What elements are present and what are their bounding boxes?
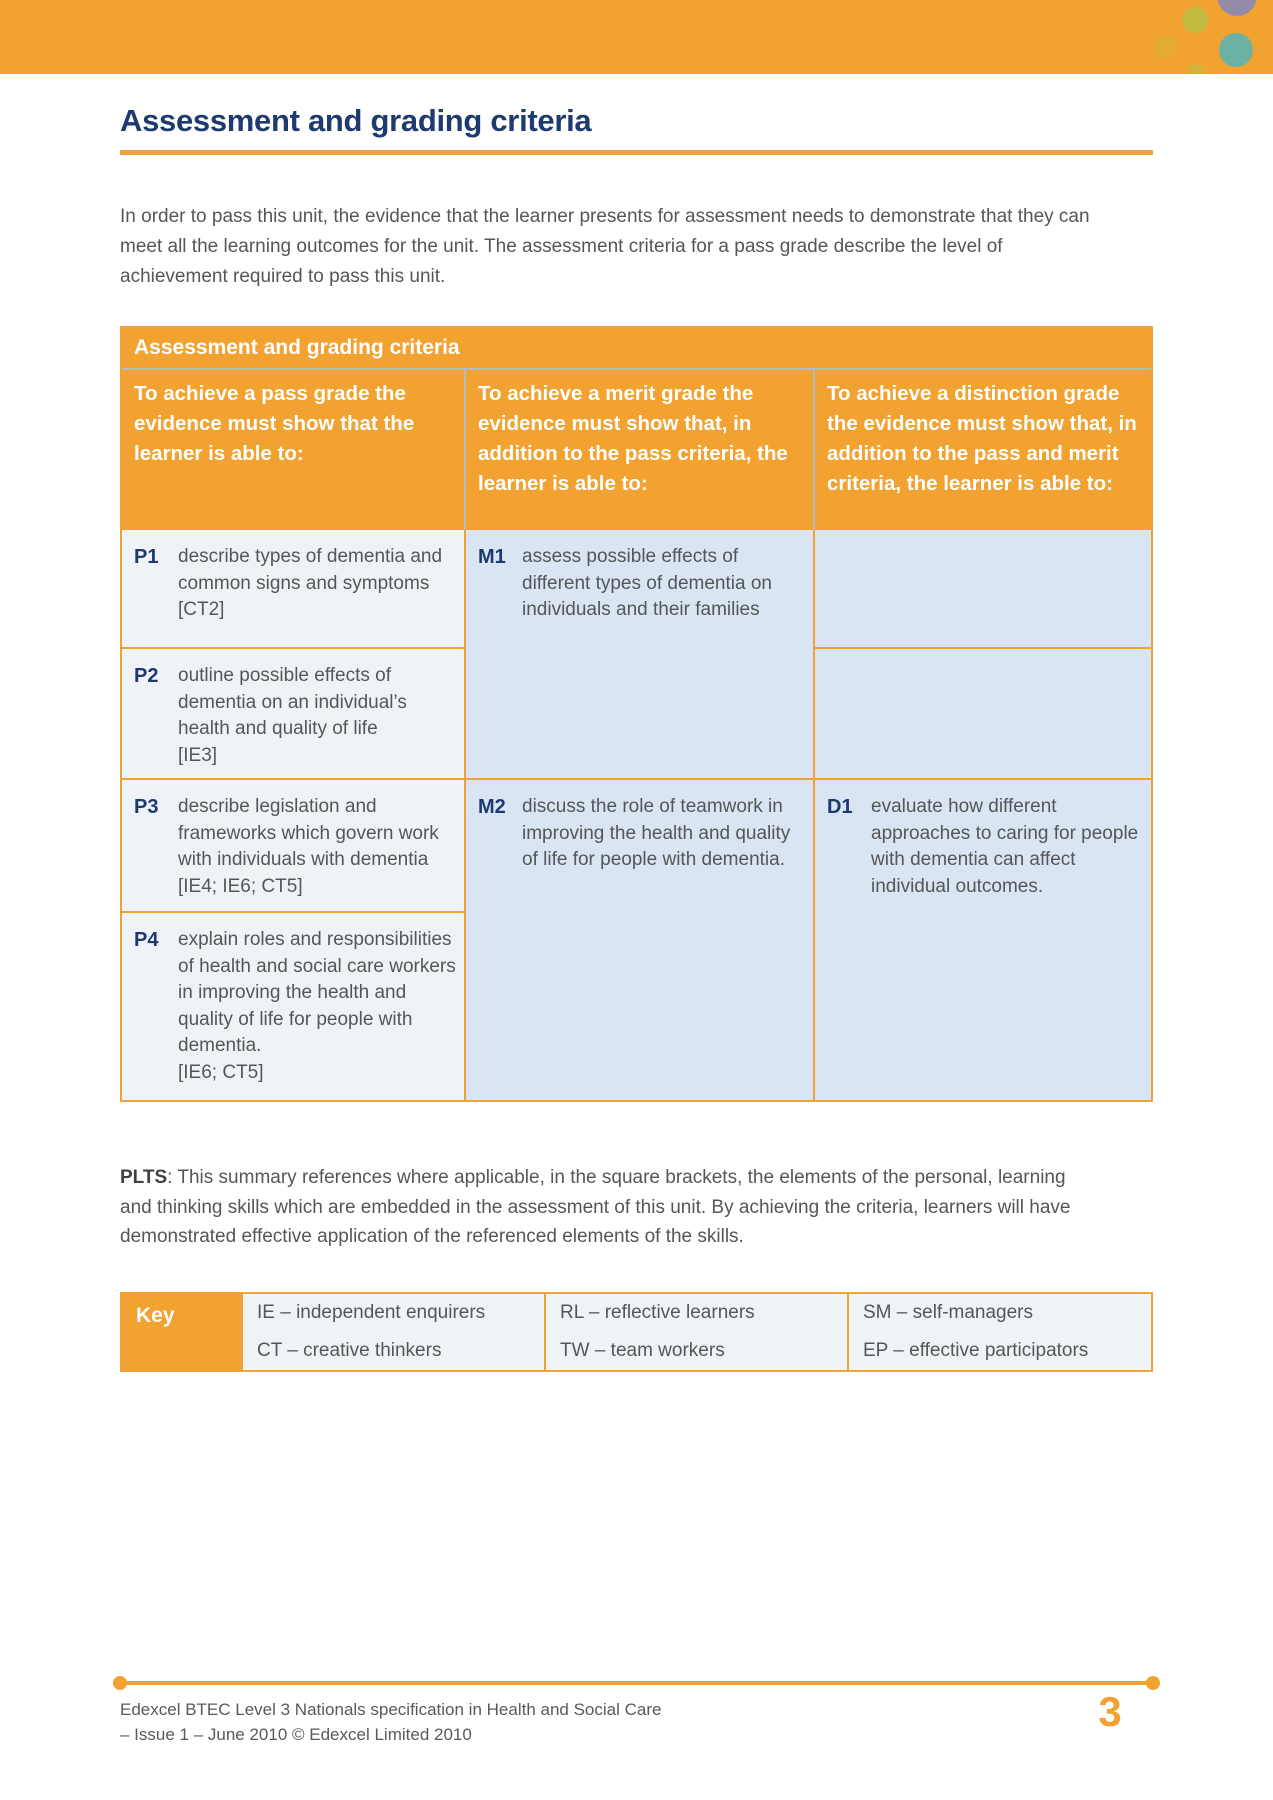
key-entry-ct: CT – creative thinkers bbox=[257, 1340, 442, 1361]
table-title: Assessment and grading criteria bbox=[122, 328, 1151, 370]
key-entry-rl: RL – reflective learners bbox=[560, 1302, 755, 1323]
pass-column-header: To achieve a pass grade the evidence must show that the learner is able to: bbox=[122, 370, 464, 530]
merit-column-header: To achieve a merit grade the evidence must show that, in addition to the pass criteria, the learner is able to: bbox=[464, 370, 813, 530]
banner-circle-small-olive bbox=[1187, 64, 1205, 74]
plts-key-table bbox=[120, 1292, 1153, 1372]
footer-text bbox=[120, 1697, 820, 1747]
key-entry-ie: IE – independent enquirers bbox=[257, 1302, 486, 1323]
grading-criteria-table bbox=[120, 326, 1153, 1102]
key-column-1 bbox=[241, 1294, 544, 1370]
footer-rule-right-dot bbox=[1146, 1676, 1160, 1690]
plts-label: PLTS bbox=[120, 1167, 168, 1188]
key-column-3 bbox=[847, 1294, 1151, 1370]
criterion-cell-p2 bbox=[122, 649, 464, 780]
criterion-cell-p3 bbox=[122, 780, 464, 913]
criterion-text: discuss the role of teamwork in improving the health and quality of life for people with dementia. bbox=[522, 796, 791, 870]
footer-rule-left-dot bbox=[113, 1676, 127, 1690]
key-label-cell: Key bbox=[122, 1294, 241, 1370]
criterion-code: M2 bbox=[478, 796, 506, 818]
criterion-text: assess possible effects of different types of dementia on individuals and their families bbox=[522, 546, 772, 620]
criterion-text: outline possible effects of dementia on an individual’s health and quality of life bbox=[178, 665, 407, 739]
criterion-code: P2 bbox=[134, 665, 159, 687]
criterion-text: evaluate how different approaches to caring for people with dementia can affect individual outcomes. bbox=[871, 796, 1139, 897]
criterion-code: P1 bbox=[134, 546, 159, 568]
criterion-cell-m1 bbox=[464, 530, 813, 780]
footer-rule bbox=[120, 1681, 1153, 1685]
distinction-empty-cell-2 bbox=[813, 649, 1151, 780]
key-column-2 bbox=[544, 1294, 847, 1370]
criterion-ref: [IE6; CT5] bbox=[178, 1061, 264, 1083]
criterion-cell-m2 bbox=[464, 780, 813, 1100]
footer-line-2: – Issue 1 – June 2010 © Edexcel Limited 2010 bbox=[120, 1725, 472, 1744]
page-title: Assessment and grading criteria bbox=[120, 103, 592, 138]
criterion-ref: [IE3] bbox=[178, 744, 218, 766]
criterion-code: M1 bbox=[478, 546, 506, 568]
criterion-text: describe types of dementia and common signs and symptoms bbox=[178, 546, 443, 594]
banner-circle-teal bbox=[1219, 33, 1253, 67]
criterion-cell-d1 bbox=[813, 780, 1151, 1100]
key-entry-tw: TW – team workers bbox=[560, 1340, 725, 1361]
plts-note bbox=[120, 1163, 1085, 1252]
banner-circle-yellow bbox=[1154, 36, 1176, 58]
top-banner bbox=[0, 0, 1273, 74]
criterion-ref: [CT2] bbox=[178, 599, 225, 620]
criterion-cell-p1 bbox=[122, 530, 464, 649]
key-entry-ep: EP – effective participators bbox=[863, 1340, 1089, 1361]
intro-paragraph: In order to pass this unit, the evidence that the learner presents for assessment needs to demonstrate that they can meet all the learning outcomes for the unit. The assessment criteria for a pass grade describe the level of achievement required to pass this unit. bbox=[120, 206, 1090, 287]
criterion-cell-p4 bbox=[122, 913, 464, 1100]
criterion-text: describe legislation and frameworks which govern work with individuals with dementia bbox=[178, 796, 439, 870]
title-underline bbox=[120, 150, 1153, 155]
key-entry-sm: SM – self-managers bbox=[863, 1302, 1034, 1323]
criterion-ref: [IE4; IE6; CT5] bbox=[178, 875, 303, 897]
banner-circle-olive bbox=[1182, 7, 1208, 33]
criterion-code: P3 bbox=[134, 796, 159, 818]
distinction-empty-cell-1 bbox=[813, 530, 1151, 649]
criterion-text: explain roles and responsibilities of health and social care workers in improving the health and quality of life for people with dementia. bbox=[178, 929, 456, 1056]
plts-text: : This summary references where applicable, in the square brackets, the elements of the personal, learning and thinking skills which are embedded in the assessment of this unit. By achieving the criteria, learners will have demonstrated effective application of the referenced elements of the skills. bbox=[120, 1167, 1071, 1247]
page-number: 3 bbox=[1098, 1688, 1122, 1735]
distinction-column-header: To achieve a distinction grade the evidence must show that, in addition to the pass and merit criteria, the learner is able to: bbox=[813, 370, 1151, 530]
criterion-code: D1 bbox=[827, 796, 853, 818]
banner-circle-purple bbox=[1217, 0, 1257, 16]
footer-line-1: Edexcel BTEC Level 3 Nationals specification in Health and Social Care bbox=[120, 1700, 662, 1719]
criterion-code: P4 bbox=[134, 929, 159, 951]
